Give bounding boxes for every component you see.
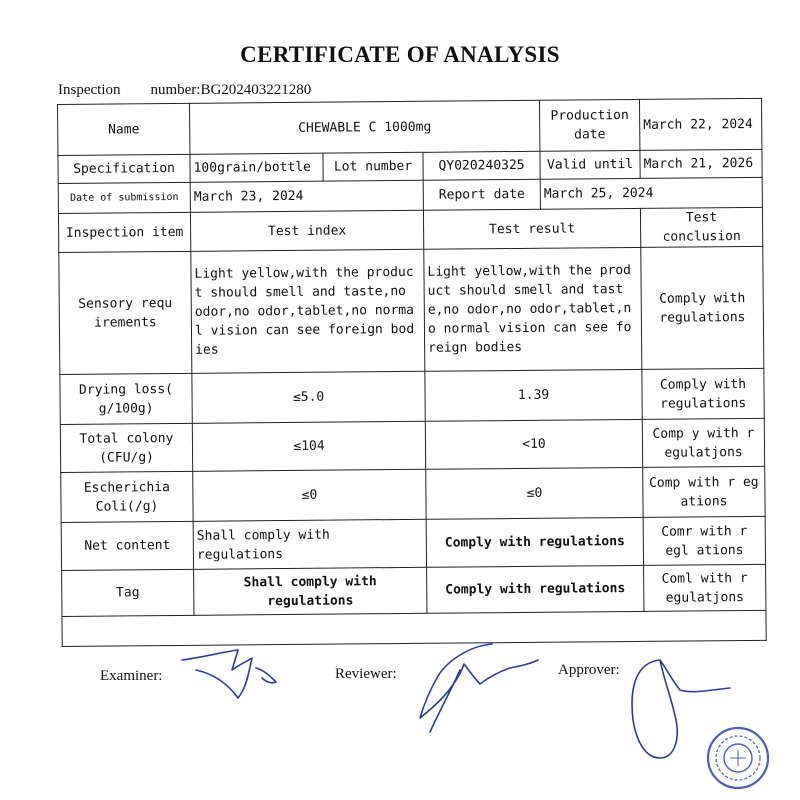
row-item: Escherichia Coli(/g): [61, 471, 193, 522]
col-test-index: Test index: [190, 210, 423, 251]
row-index: Light yellow,with the product should smell and taste,no odor,no odor,tablet,no normal vision can see foreign bodies: [191, 249, 425, 373]
inspection-number-line: [58, 82, 311, 99]
row-item: Drying loss( g/100g): [60, 373, 192, 424]
production-date: March 22, 2024: [639, 98, 761, 150]
row-conclusion: Comr with r egl ations: [643, 516, 765, 565]
header-row-name: [58, 98, 762, 155]
row-result: <10: [425, 419, 642, 469]
analysis-table: [57, 98, 767, 647]
product-name: CHEWABLE C 1000mg: [189, 100, 539, 154]
row-conclusion: Comply with regulations: [642, 368, 764, 419]
approver-signature: [632, 660, 730, 758]
row-index: Shall comply with regulations: [194, 567, 427, 615]
signature-drawings: [0, 640, 800, 800]
document-title: CERTIFICATE OF ANALYSIS: [240, 42, 560, 67]
row-index: ≤5.0: [192, 371, 425, 423]
row-result: Comply with regulations: [427, 565, 644, 613]
table-row: [61, 466, 765, 522]
row-conclusion: Comply with regulations: [641, 246, 764, 369]
examiner-label: Examiner:: [100, 668, 163, 684]
col-inspection-item: Inspection item: [58, 212, 190, 252]
report-date-label: Report date: [423, 179, 540, 210]
table-row: [60, 418, 764, 472]
lot-number: QY020240325: [423, 151, 540, 180]
column-header-row: [58, 207, 762, 252]
examiner-signature: [182, 650, 276, 698]
company-seal-icon: [708, 728, 768, 788]
row-item: Sensory requ irements: [59, 251, 192, 374]
table-row: [61, 516, 765, 570]
row-conclusion: Comp with r eg ations: [643, 466, 765, 517]
table-row: [59, 246, 764, 374]
table-row: [60, 368, 764, 424]
reviewer-label: Reviewer:: [335, 666, 397, 682]
reviewer-signature: [420, 644, 538, 732]
row-result: 1.39: [425, 369, 642, 421]
report-date: March 25, 2024: [540, 177, 762, 209]
table-row: [62, 564, 766, 616]
row-index: Shall comply with regulations: [193, 519, 426, 569]
submission-date-label: Date of submission: [58, 182, 190, 213]
specification-value: 100grain/bottle: [190, 153, 323, 182]
row-item: Tag: [62, 569, 194, 616]
valid-until: March 21, 2026: [640, 149, 762, 178]
row-result: Light yellow,with the product should smell and taste,no odor,no odor,tablet,no normal vision can see foreign bodies: [424, 247, 642, 371]
specification-label: Specification: [58, 154, 190, 183]
inspection-number: number:BG202403221280: [150, 82, 312, 98]
production-date-label: Production date: [539, 99, 639, 151]
row-item: Total colony (CFU/g): [60, 423, 192, 472]
inspection-label: Inspection: [58, 82, 121, 98]
name-label: Name: [58, 103, 190, 155]
col-test-result: Test result: [423, 208, 640, 249]
row-item: Net content: [61, 521, 193, 570]
row-result: Comply with regulations: [426, 517, 643, 567]
valid-until-label: Valid until: [540, 150, 640, 179]
approver-label: Approver:: [558, 662, 620, 678]
row-result: ≤0: [426, 467, 643, 519]
signature-area: [0, 640, 800, 800]
row-conclusion: Comp y with r egulatjons: [642, 418, 764, 467]
submission-date: March 23, 2024: [190, 180, 423, 212]
row-conclusion: Coml with r egulatjons: [644, 564, 766, 611]
lot-number-label: Lot number: [323, 152, 423, 181]
row-index: ≤0: [193, 469, 426, 521]
row-index: ≤104: [192, 421, 425, 471]
col-test-conclusion: Test conclusion: [640, 207, 762, 247]
